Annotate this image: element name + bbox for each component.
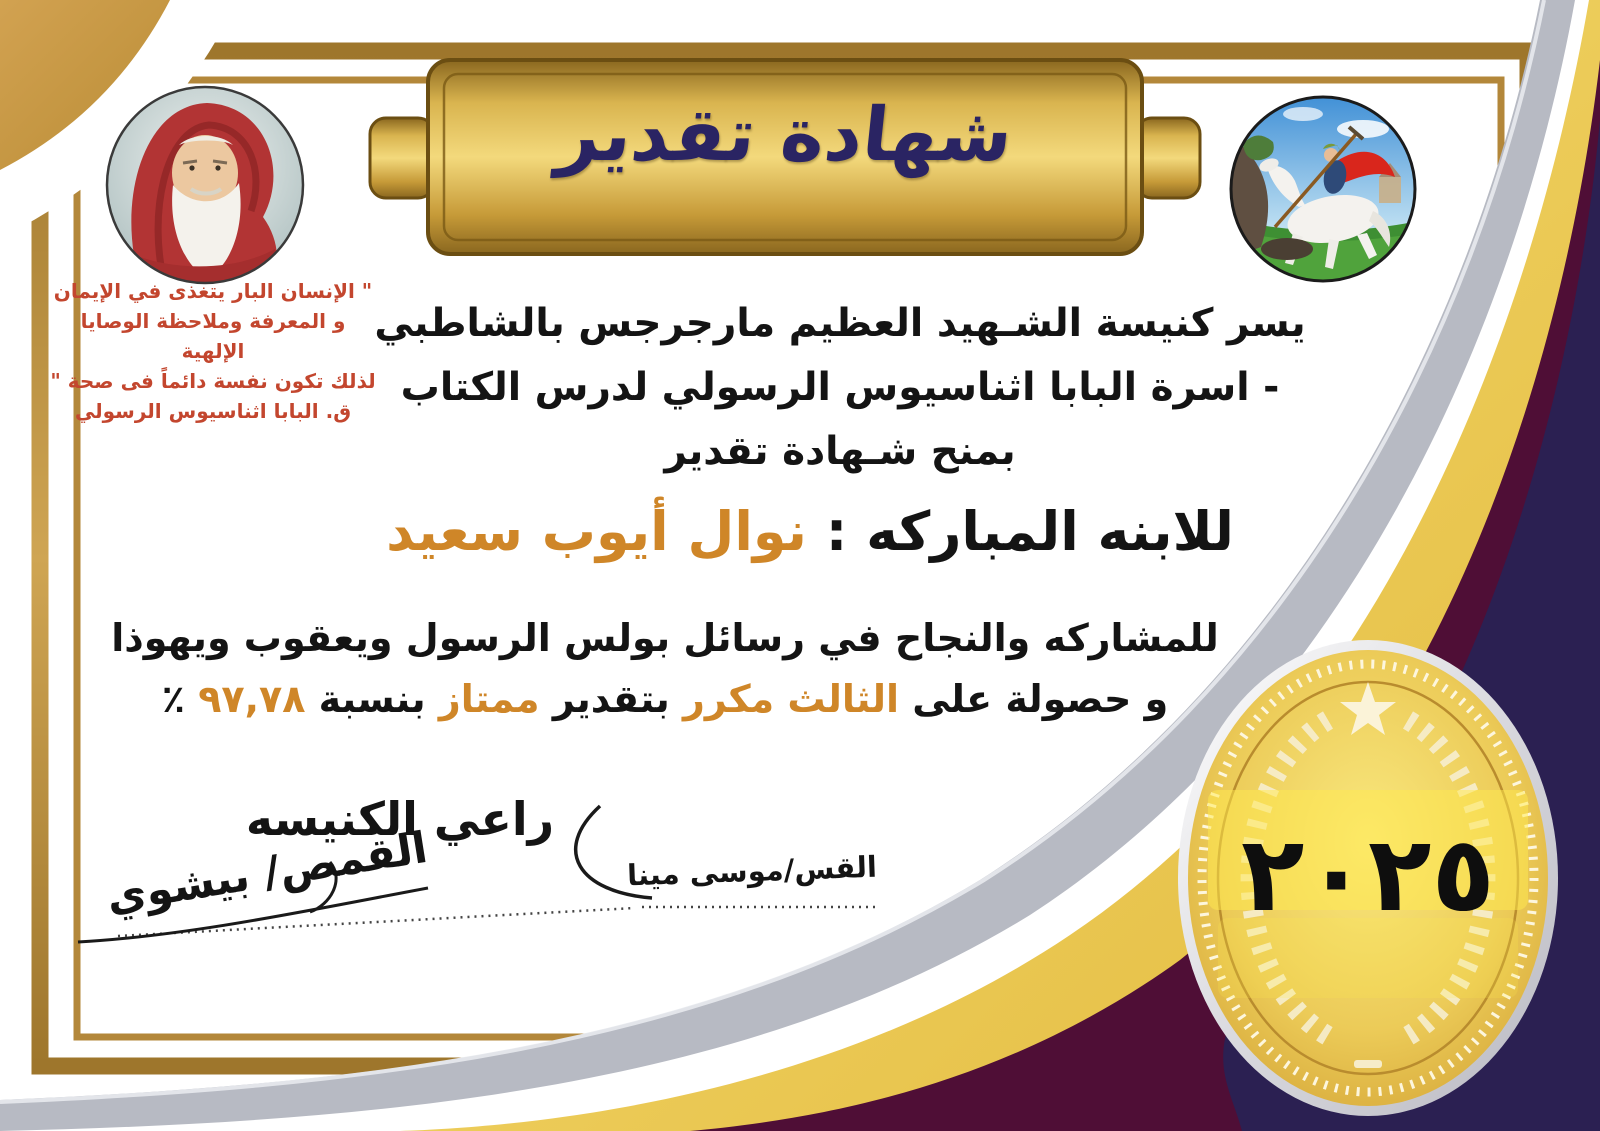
intro-line-3: بمنح شـهادة تقدير <box>664 429 1016 474</box>
signature-priest-2: القمص/ بيشوي <box>103 822 431 924</box>
intro-line-2: - اسرة البابا اثناسيوس الرسولي لدرس الكتاب <box>400 365 1280 410</box>
recipient-label: للابنه المباركه : <box>806 500 1234 563</box>
pope-athanasius-portrait <box>103 83 307 287</box>
achievement-block <box>60 608 1270 730</box>
achievement-line-2 <box>60 669 1270 730</box>
achievement-middle1: بتقدير <box>539 677 684 721</box>
dragon <box>1261 238 1313 260</box>
achievement-grade: ممتاز <box>438 677 540 721</box>
achievement-rank: الثالث مكرر <box>683 677 899 721</box>
st-george-icon <box>1228 94 1418 284</box>
quote-line: لذلك تكون نفسة دائماً فى صحة " <box>50 369 376 393</box>
achievement-middle2: بنسبة <box>305 677 439 721</box>
achievement-prefix: و حصولة على <box>899 677 1169 721</box>
intro-line-1: يسر كنيسة الشـهيد العظيم مارجرجس بالشاطبي <box>374 301 1306 346</box>
pastor-title: راعي الكنيسه <box>245 792 555 846</box>
certificate-title: شهادة تقدير <box>553 92 1017 178</box>
achievement-percentage: ٩٧,٧٨ <box>198 677 306 721</box>
quote-line: و المعرفة وملاحظة الوصايا الإلهية <box>80 309 346 363</box>
signature-priest-1: القس/موسى مينا <box>626 849 878 893</box>
quote-line: ق. البابا اثناسيوس الرسولي <box>74 399 352 423</box>
quote-line: " الإنسان البار يتغذى في الإيمان <box>53 279 373 303</box>
recipient-line <box>310 500 1310 563</box>
medal-year: ٢٠٢٥ <box>1241 813 1495 935</box>
achievement-percent-sign: ٪ <box>161 677 199 721</box>
quote-block <box>48 276 378 426</box>
achievement-line-1: للمشاركه والنجاح في رسائل بولس الرسول ويعقوب ويهوذا <box>111 616 1219 660</box>
intro-block <box>330 292 1350 484</box>
recipient-name: نوال أيوب سعيد <box>386 500 807 563</box>
